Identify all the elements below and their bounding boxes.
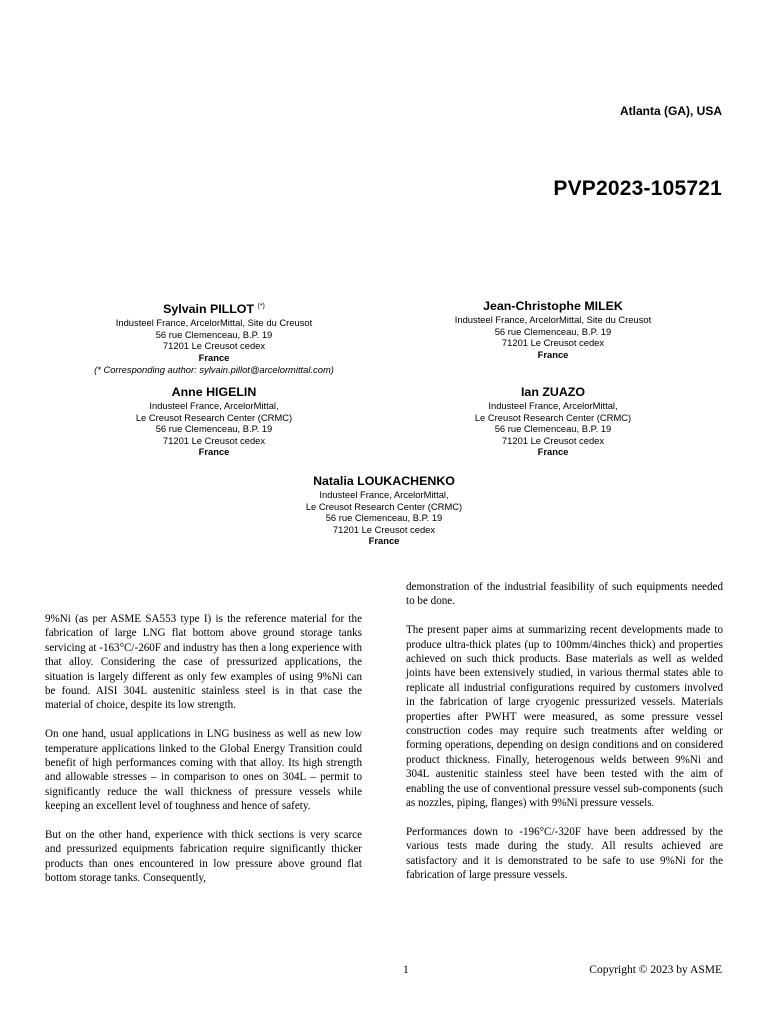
author-address-line: 71201 Le Creusot cedex (501, 434, 605, 446)
author-address-line: 56 rue Clemenceau, B.P. 19 (494, 423, 612, 435)
body-paragraph: But on the other hand, experience with thick sections is very scarce and pressurized equipments fabrication require significantly thicker products than ones encountered in low pressure above ground flat bottom storage tanks. Consequently, (45, 829, 362, 885)
author-address-line: Le Creusot Research Center (CRMC) (474, 411, 632, 423)
author-block-milek (383, 299, 723, 360)
author-block-higelin (44, 385, 384, 458)
author-name: Jean-Christophe MILEK (483, 299, 623, 313)
author-country: France (368, 535, 400, 547)
author-address-line: 56 rue Clemenceau, B.P. 19 (155, 423, 273, 435)
author-affiliation: Industeel France, ArcelorMittal, (488, 400, 618, 411)
author-address-line: Le Creusot Research Center (CRMC) (305, 500, 463, 512)
author-country: France (537, 348, 569, 360)
author-country: France (198, 446, 230, 458)
author-address-line: 56 rue Clemenceau, B.P. 19 (155, 328, 273, 340)
author-address-line: Le Creusot Research Center (CRMC) (135, 411, 293, 423)
author-affiliation: Industeel France, ArcelorMittal, Site du Creusot (115, 317, 313, 329)
paper-id: PVP2023-105721 (553, 177, 722, 200)
corresponding-marker: (*) (257, 303, 265, 310)
author-address-line: 56 rue Clemenceau, B.P. 19 (325, 512, 443, 524)
author-block-pillot (44, 299, 384, 375)
copyright-notice: Copyright © 2023 by ASME (589, 964, 722, 976)
body-left-column (45, 612, 362, 900)
author-affiliation: Industeel France, ArcelorMittal, (149, 400, 279, 411)
body-paragraph: The present paper aims at summarizing recent developments made to produce ultra-thick plates (up to 100mm/4inches thick) and properties achieved on such thick products. Base materials as well as welded joints have been extensively studied, in various thermal states able to replicate all industrial configurations required by customers involved in the fabrication of large cryogenic pressurized vessels. Materials properties after PWHT were measured, as some pressure vessel construction codes may require such treatments after welding or forming operations, depending on design conditions and on considered product thickness. Finally, heterogenous welds between 9%Ni and 304L austenitic stainless steel have been tested with the aim of enabling the use of conventional pressure vessel sub-components (such as nozzles, piping, flanges) with 9%Ni pressure vessels. (406, 624, 723, 810)
author-address-line: 71201 Le Creusot cedex (162, 434, 266, 446)
body-paragraph: demonstration of the industrial feasibility of such equipments needed to be done. (406, 581, 723, 608)
author-address-line: 56 rue Clemenceau, B.P. 19 (494, 325, 612, 337)
body-paragraph: Performances down to -196°C/-320F have been addressed by the various tests made during the study. All results achieved are satisfactory and it is demonstrated to be safe to use 9%Ni for the fabrication of large pressure vessels. (406, 825, 723, 882)
author-affiliation: Industeel France, ArcelorMittal, Site du Creusot (454, 314, 652, 325)
body-paragraph: On one hand, usual applications in LNG business as well as new low temperature applications linked to the Global Energy Transition could benefit of high performances coming with that alloy. Its high strength and allowable stresses – in comparison to ones on 304L – permit to significantly reduce the wall thickness of pressure vessels while keeping an excellent level of toughness and hence of safety. (45, 728, 362, 813)
corresponding-author-note: (* Corresponding author: sylvain.pillot@arcelormittal.com) (94, 363, 334, 375)
author-name: Ian ZUAZO (520, 385, 586, 399)
author-country: France (198, 351, 230, 363)
author-address-line: 71201 Le Creusot cedex (162, 340, 266, 352)
author-block-zuazo (383, 385, 723, 458)
author-name: Natalia LOUKACHENKO (313, 474, 455, 488)
author-affiliation: Industeel France, ArcelorMittal, (319, 489, 449, 500)
author-name: Anne HIGELIN (171, 385, 257, 399)
author-address-line: 71201 Le Creusot cedex (501, 337, 605, 349)
author-country: France (537, 446, 569, 458)
conference-location: Atlanta (GA), USA (620, 104, 722, 118)
author-name: Sylvain PILLOT (*) (163, 302, 265, 317)
body-paragraph: 9%Ni (as per ASME SA553 type I) is the reference material for the fabrication of large LNG flat bottom above ground storage tanks servicing at -163°C/-260F and industry has then a long experience with that alloy. Considering the case of pressurized applications, the situation is largely different as only few examples of using 9%Ni can be found. AISI 304L austenitic stainless steel is in that case the material of choice, despite its low strength. (45, 613, 362, 712)
body-right-column (406, 580, 723, 897)
author-block-loukachenko (214, 474, 554, 547)
page-number: 1 (403, 964, 409, 976)
author-address-line: 71201 Le Creusot cedex (332, 523, 436, 535)
